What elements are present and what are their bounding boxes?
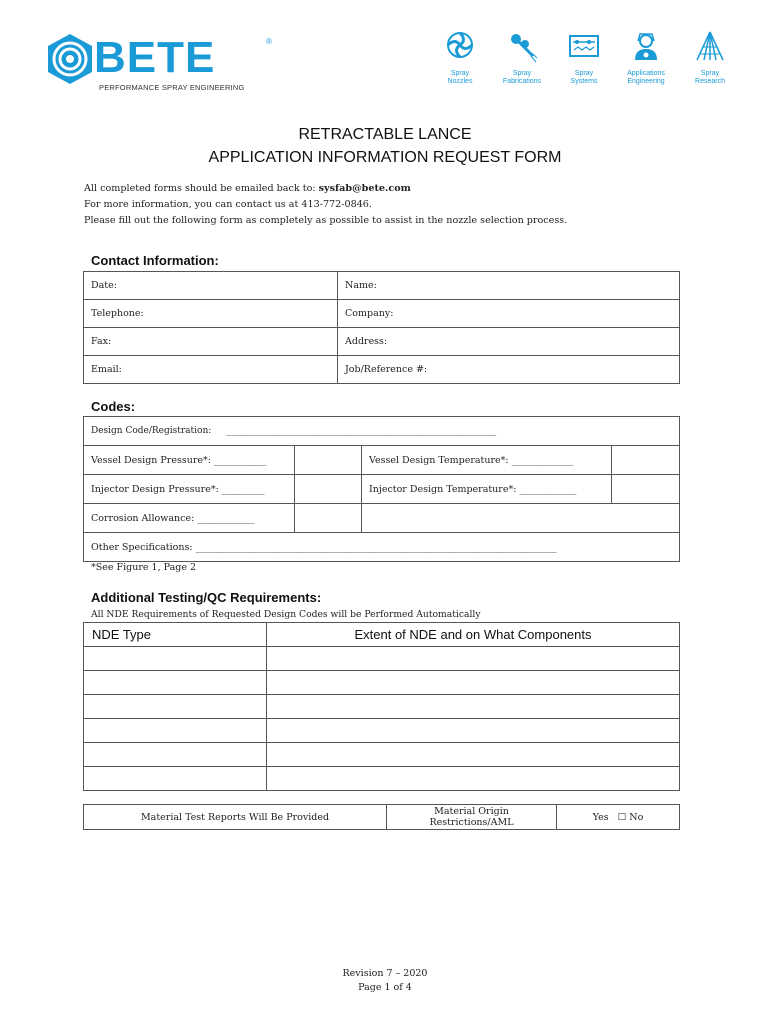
design-code-label: Design Code/Registration: (91, 426, 212, 436)
injector-temp-input[interactable] (612, 475, 680, 504)
no-checkbox[interactable]: ☐ (617, 811, 627, 823)
company-field[interactable]: Company: (338, 300, 680, 328)
nde-type-cell[interactable] (84, 719, 267, 743)
intro-line1 (84, 181, 567, 197)
nde-type-cell[interactable] (84, 695, 267, 719)
job-reference-field[interactable]: Job/Reference #: (338, 356, 680, 384)
material-test-reports-cell: Material Test Reports Will Be Provided (84, 805, 387, 830)
logo-wordmark: BETE (94, 33, 216, 82)
codes-table (83, 416, 680, 562)
design-code-field[interactable] (84, 417, 680, 446)
nde-type-cell[interactable] (84, 743, 267, 767)
bete-logo (44, 33, 272, 95)
research-icon (695, 30, 725, 64)
yes-no-cell (557, 805, 680, 830)
table-row (84, 504, 680, 533)
table-row (84, 533, 680, 562)
date-field[interactable]: Date: (84, 272, 338, 300)
bete-spiral-icon (44, 33, 96, 85)
corrosion-field[interactable]: Corrosion Allowance: ____________ (84, 504, 295, 533)
contact-email-link[interactable]: sysfab@bete.com (318, 183, 411, 194)
logo-registered: ® (266, 37, 272, 46)
spray-nozzle-icon (445, 30, 475, 64)
other-specifications-field[interactable]: Other Specifications: ____________________________________________________________________________ (84, 533, 680, 562)
nde-extent-cell[interactable] (267, 767, 680, 791)
table-row (84, 719, 680, 743)
nde-table (83, 622, 680, 791)
vessel-pressure-input[interactable] (295, 446, 362, 475)
contact-table (83, 271, 680, 384)
table-row (84, 805, 680, 830)
table-row (84, 328, 680, 356)
nde-note: All NDE Requirements of Requested Design Codes will be Performed Automatically (91, 609, 481, 620)
table-row (84, 743, 680, 767)
address-field[interactable]: Address: (338, 328, 680, 356)
nde-type-cell[interactable] (84, 671, 267, 695)
header-nav (430, 30, 740, 96)
nde-extent-cell[interactable] (267, 743, 680, 767)
intro-text (84, 181, 567, 229)
intro-line1-prefix: All completed forms should be emailed back to: (84, 183, 319, 194)
testing-heading: Additional Testing/QC Requirements: (91, 590, 322, 605)
table-row (84, 417, 680, 446)
page-number: Page 1 of 4 (358, 982, 412, 993)
nde-extent-cell[interactable] (267, 695, 680, 719)
form-title-line1: RETRACTABLE LANCE (298, 126, 472, 143)
nav-label-1: Spray (574, 70, 594, 77)
nav-label-2: Engineering (627, 78, 665, 85)
nav-applications-engineering[interactable] (616, 30, 676, 86)
vessel-pressure-field[interactable]: Vessel Design Pressure*: ___________ (84, 446, 295, 475)
material-origin-cell: Material Origin Restrictions/AML (387, 805, 557, 830)
telephone-field[interactable]: Telephone: (84, 300, 338, 328)
nav-label-1: Spray (512, 70, 532, 77)
table-row (84, 300, 680, 328)
nde-type-cell[interactable] (84, 647, 267, 671)
email-field[interactable]: Email: (84, 356, 338, 384)
nde-type-cell[interactable] (84, 767, 267, 791)
codes-heading: Codes: (91, 399, 136, 414)
fabrication-icon (507, 30, 537, 64)
logo-tagline: PERFORMANCE SPRAY ENGINEERING (99, 83, 245, 92)
table-row (84, 695, 680, 719)
fax-field[interactable]: Fax: (84, 328, 338, 356)
revision-text: Revision 7 – 2020 (342, 968, 428, 979)
nav-label-2: Fabrications (502, 78, 542, 85)
nav-spray-fabrications[interactable] (492, 30, 552, 86)
nav-label-1: Spray (700, 70, 720, 77)
injector-pressure-input[interactable] (295, 475, 362, 504)
nde-extent-header: Extent of NDE and on What Components (267, 623, 680, 647)
design-code-blank: ____________________________________________________________ (226, 426, 497, 436)
table-row (84, 446, 680, 475)
nde-extent-cell[interactable] (267, 647, 680, 671)
name-field[interactable]: Name: (338, 272, 680, 300)
intro-line3: Please fill out the following form as completely as possible to assist in the nozzle selection process. (84, 215, 568, 226)
no-option[interactable]: No (629, 811, 644, 823)
nav-label-2: Nozzles (447, 78, 473, 85)
vessel-temp-field[interactable]: Vessel Design Temperature*: _____________ (362, 446, 612, 475)
injector-temp-field[interactable]: Injector Design Temperature*: ____________ (362, 475, 612, 504)
nav-spray-systems[interactable] (554, 30, 614, 86)
nde-extent-cell[interactable] (267, 671, 680, 695)
injector-pressure-field[interactable]: Injector Design Pressure*: _________ (84, 475, 295, 504)
nde-extent-cell[interactable] (267, 719, 680, 743)
systems-icon (569, 30, 599, 64)
figure-note: *See Figure 1, Page 2 (91, 562, 197, 573)
table-row (84, 475, 680, 504)
engineer-icon (631, 30, 661, 64)
form-title-line2: APPLICATION INFORMATION REQUEST FORM (208, 149, 562, 166)
blank-cell (362, 504, 680, 533)
corrosion-input[interactable] (295, 504, 362, 533)
table-row (84, 767, 680, 791)
vessel-temp-input[interactable] (612, 446, 680, 475)
nde-type-header: NDE Type (84, 623, 267, 647)
table-row (84, 272, 680, 300)
nav-label-2: Research (695, 78, 725, 85)
intro-line2: For more information, you can contact us at 413-772-0846. (84, 199, 372, 210)
contact-heading: Contact Information: (91, 253, 219, 268)
nav-spray-research[interactable] (680, 30, 740, 86)
table-row (84, 356, 680, 384)
yes-option[interactable]: Yes (592, 811, 609, 823)
nav-label-1: Applications (627, 70, 665, 77)
table-row (84, 671, 680, 695)
nav-spray-nozzles[interactable] (430, 30, 490, 86)
nav-label-1: Spray (450, 70, 470, 77)
nav-label-2: Systems (570, 78, 598, 85)
table-row (84, 647, 680, 671)
material-table (83, 804, 680, 830)
table-header-row (84, 623, 680, 647)
